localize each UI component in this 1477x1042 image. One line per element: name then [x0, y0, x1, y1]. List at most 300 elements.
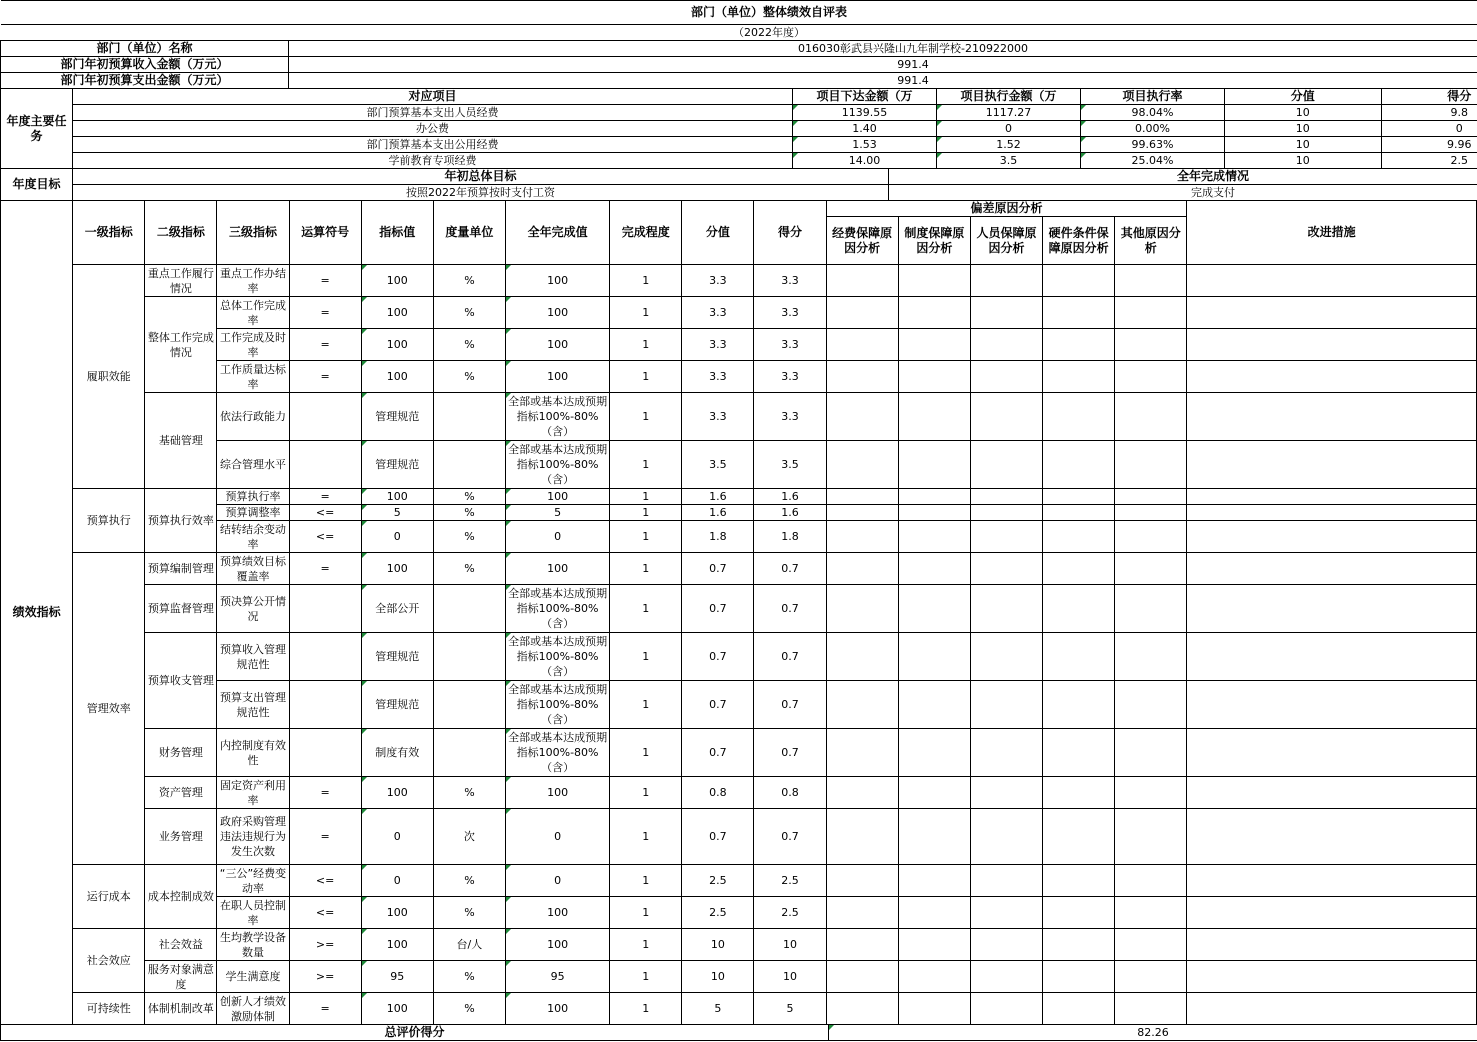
deviation-cell[interactable] — [1115, 329, 1187, 361]
deviation-cell[interactable] — [970, 297, 1042, 329]
indicator-target: 100 — [361, 265, 433, 297]
deviation-cell[interactable] — [898, 633, 970, 681]
ind-header-actual: 全年完成值 — [505, 201, 609, 265]
deviation-cell[interactable] — [1043, 585, 1115, 633]
deviation-cell[interactable] — [898, 993, 970, 1025]
indicator-row — [1, 929, 1477, 961]
task-project: 学前教育专项经费 — [73, 153, 793, 169]
deviation-cell[interactable] — [970, 961, 1042, 993]
indicator-actual: 100 — [505, 929, 609, 961]
deviation-cell[interactable] — [970, 393, 1042, 441]
indicator-target: 管理规范 — [361, 393, 433, 441]
deviation-cell[interactable] — [898, 393, 970, 441]
indicator-value: 3.3 — [682, 393, 754, 441]
indicator-degree: 1 — [610, 393, 682, 441]
ind-header-level2: 二级指标 — [145, 201, 217, 265]
tasks-header-value: 分值 — [1225, 89, 1382, 104]
deviation-cell[interactable] — [1115, 585, 1187, 633]
indicator-level3: 依法行政能力 — [217, 393, 289, 441]
indicator-degree: 1 — [610, 441, 682, 489]
improve-cell[interactable] — [1187, 553, 1477, 585]
indicator-row — [1, 961, 1477, 993]
deviation-cell[interactable] — [1115, 265, 1187, 297]
task-score-split — [1225, 105, 1477, 121]
ind-header-dev-hardware: 硬件条件保障原因分析 — [1043, 217, 1115, 265]
improve-cell[interactable] — [1187, 865, 1477, 897]
deviation-cell[interactable] — [970, 505, 1042, 521]
indicator-unit: 次 — [433, 809, 505, 865]
indicator-level3: 结转结余变动率 — [217, 521, 289, 553]
indicator-value: 3.3 — [682, 361, 754, 393]
indicator-degree: 1 — [610, 929, 682, 961]
deviation-cell[interactable] — [970, 585, 1042, 633]
indicator-operator — [289, 681, 361, 729]
indicator-actual: 全部或基本达成预期指标100%-80%（含） — [505, 393, 609, 441]
indicator-operator: <= — [289, 505, 361, 521]
deviation-cell[interactable] — [1115, 993, 1187, 1025]
indicator-target: 管理规范 — [361, 681, 433, 729]
indicator-actual: 100 — [505, 361, 609, 393]
deviation-cell[interactable] — [970, 633, 1042, 681]
indicator-score: 0.7 — [754, 633, 826, 681]
deviation-cell[interactable] — [898, 265, 970, 297]
indicator-row — [1, 897, 1477, 929]
indicator-value: 1.8 — [682, 521, 754, 553]
indicator-level2: 业务管理 — [145, 809, 217, 865]
indicator-actual: 全部或基本达成预期指标100%-80%（含） — [505, 681, 609, 729]
indicator-degree: 1 — [610, 329, 682, 361]
indicator-degree: 1 — [610, 633, 682, 681]
deviation-cell[interactable] — [970, 993, 1042, 1025]
indicator-level2: 预算编制管理 — [145, 553, 217, 585]
deviation-cell[interactable] — [826, 897, 898, 929]
deviation-cell[interactable] — [898, 521, 970, 553]
task-rate: 99.63% — [1081, 137, 1225, 153]
improve-cell[interactable] — [1187, 521, 1477, 553]
deviation-cell[interactable] — [1043, 329, 1115, 361]
indicator-degree: 1 — [610, 489, 682, 505]
indicator-level3: 预算收入管理规范性 — [217, 633, 289, 681]
improve-cell[interactable] — [1187, 361, 1477, 393]
indicator-unit: % — [433, 361, 505, 393]
total-table — [0, 1024, 1477, 1041]
indicator-degree: 1 — [610, 961, 682, 993]
indicator-score: 3.3 — [754, 361, 826, 393]
indicator-operator: <= — [289, 897, 361, 929]
improve-cell[interactable] — [1187, 681, 1477, 729]
ind-header-dev-staff: 人员保障原因分析 — [970, 217, 1042, 265]
deviation-cell[interactable] — [1043, 297, 1115, 329]
indicator-actual: 100 — [505, 297, 609, 329]
indicator-operator: = — [289, 553, 361, 585]
indicator-actual: 0 — [505, 809, 609, 865]
task-score-split — [1225, 121, 1477, 137]
deviation-cell[interactable] — [1115, 777, 1187, 809]
indicator-value: 3.3 — [682, 329, 754, 361]
deviation-cell[interactable] — [898, 929, 970, 961]
deviation-cell[interactable] — [1115, 361, 1187, 393]
total-label: 总评价得分 — [1, 1025, 829, 1041]
deviation-cell[interactable] — [1043, 865, 1115, 897]
indicator-degree: 1 — [610, 521, 682, 553]
task-executed: 0 — [937, 121, 1081, 137]
indicator-row — [1, 393, 1477, 441]
deviation-cell[interactable] — [826, 993, 898, 1025]
improve-cell[interactable] — [1187, 441, 1477, 489]
deviation-cell[interactable] — [826, 961, 898, 993]
indicator-operator: = — [289, 777, 361, 809]
task-allocated: 1.53 — [793, 137, 937, 153]
deviation-cell[interactable] — [1043, 961, 1115, 993]
deviation-cell[interactable] — [826, 297, 898, 329]
indicator-target: 100 — [361, 297, 433, 329]
deviation-cell[interactable] — [1043, 265, 1115, 297]
indicator-value: 0.7 — [682, 681, 754, 729]
indicator-level3: 生均教学设备数量 — [217, 929, 289, 961]
goal-completion-header: 全年完成情况 — [889, 169, 1477, 185]
deviation-cell[interactable] — [898, 297, 970, 329]
improve-cell[interactable] — [1187, 265, 1477, 297]
deviation-cell[interactable] — [1115, 681, 1187, 729]
deviation-cell[interactable] — [1115, 929, 1187, 961]
deviation-cell[interactable] — [898, 865, 970, 897]
task-value: 10 — [1225, 105, 1382, 120]
improve-cell[interactable] — [1187, 585, 1477, 633]
deviation-cell[interactable] — [1115, 729, 1187, 777]
indicator-degree: 1 — [610, 505, 682, 521]
improve-cell[interactable] — [1187, 929, 1477, 961]
deviation-cell[interactable] — [1043, 897, 1115, 929]
task-project: 部门预算基本支出公用经费 — [73, 137, 793, 153]
improve-cell[interactable] — [1187, 993, 1477, 1025]
indicator-level3: 学生满意度 — [217, 961, 289, 993]
indicator-degree: 1 — [610, 865, 682, 897]
deviation-cell[interactable] — [970, 865, 1042, 897]
indicator-target: 100 — [361, 553, 433, 585]
indicator-level3: 创新人才绩效激励体制 — [217, 993, 289, 1025]
indicator-actual: 全部或基本达成预期指标100%-80%（含） — [505, 441, 609, 489]
deviation-cell[interactable] — [826, 809, 898, 865]
indicator-value: 10 — [682, 961, 754, 993]
indicator-score: 0.7 — [754, 681, 826, 729]
indicator-level3: 预算调整率 — [217, 505, 289, 521]
deviation-cell[interactable] — [898, 553, 970, 585]
deviation-cell[interactable] — [826, 505, 898, 521]
task-rate: 98.04% — [1081, 105, 1225, 121]
deviation-cell[interactable] — [826, 585, 898, 633]
indicator-level3: 工作质量达标率 — [217, 361, 289, 393]
indicator-level2: 基础管理 — [145, 393, 217, 489]
deviation-cell[interactable] — [826, 553, 898, 585]
deviation-cell[interactable] — [826, 521, 898, 553]
indicator-level1: 管理效率 — [73, 553, 145, 865]
indicator-row — [1, 553, 1477, 585]
deviation-cell[interactable] — [826, 489, 898, 505]
deviation-cell[interactable] — [1043, 505, 1115, 521]
indicator-target: 管理规范 — [361, 441, 433, 489]
info-value-unit: 016030彰武县兴隆山九年制学校-210922000 — [289, 41, 1477, 57]
deviation-cell[interactable] — [898, 441, 970, 489]
indicator-operator — [289, 729, 361, 777]
deviation-cell[interactable] — [826, 265, 898, 297]
deviation-cell[interactable] — [1115, 961, 1187, 993]
indicator-target: 5 — [361, 505, 433, 521]
deviation-cell[interactable] — [898, 809, 970, 865]
indicators-table — [0, 200, 1477, 1025]
deviation-cell[interactable] — [970, 265, 1042, 297]
tasks-header-allocated: 项目下达金额（万 — [793, 89, 937, 105]
task-rate: 0.00% — [1081, 121, 1225, 137]
indicator-operator: <= — [289, 521, 361, 553]
indicator-row — [1, 865, 1477, 897]
deviation-cell[interactable] — [1115, 897, 1187, 929]
indicator-value: 0.7 — [682, 729, 754, 777]
ind-header-operator: 运算符号 — [289, 201, 361, 265]
deviation-cell[interactable] — [898, 897, 970, 929]
improve-cell[interactable] — [1187, 297, 1477, 329]
indicator-score: 2.5 — [754, 897, 826, 929]
indicator-score: 0.7 — [754, 553, 826, 585]
indicator-actual: 全部或基本达成预期指标100%-80%（含） — [505, 729, 609, 777]
deviation-cell[interactable] — [970, 897, 1042, 929]
indicator-unit: % — [433, 521, 505, 553]
ind-header-level1: 一级指标 — [73, 201, 145, 265]
deviation-cell[interactable] — [970, 553, 1042, 585]
deviation-cell[interactable] — [970, 729, 1042, 777]
improve-cell[interactable] — [1187, 961, 1477, 993]
task-value: 10 — [1225, 153, 1382, 168]
indicator-operator — [289, 585, 361, 633]
deviation-cell[interactable] — [970, 929, 1042, 961]
indicator-unit: % — [433, 265, 505, 297]
indicator-level1: 预算执行 — [73, 489, 145, 553]
indicator-target: 全部公开 — [361, 585, 433, 633]
deviation-cell[interactable] — [970, 521, 1042, 553]
ind-header-dev-other: 其他原因分析 — [1115, 217, 1187, 265]
indicator-score: 3.3 — [754, 297, 826, 329]
indicator-actual: 100 — [505, 265, 609, 297]
task-row — [1, 121, 1477, 137]
indicator-operator: = — [289, 361, 361, 393]
deviation-cell[interactable] — [826, 929, 898, 961]
performance-table — [0, 0, 1477, 201]
improve-cell[interactable] — [1187, 809, 1477, 865]
deviation-cell[interactable] — [826, 865, 898, 897]
task-executed: 1.52 — [937, 137, 1081, 153]
indicator-level2: 财务管理 — [145, 729, 217, 777]
indicator-target: 0 — [361, 809, 433, 865]
indicator-target: 制度有效 — [361, 729, 433, 777]
indicator-row — [1, 729, 1477, 777]
ind-header-level3: 三级指标 — [217, 201, 289, 265]
indicator-value: 1.6 — [682, 489, 754, 505]
deviation-cell[interactable] — [1115, 553, 1187, 585]
indicator-row — [1, 777, 1477, 809]
indicator-actual: 0 — [505, 521, 609, 553]
deviation-cell[interactable] — [898, 329, 970, 361]
indicator-score: 5 — [754, 993, 826, 1025]
indicator-actual: 5 — [505, 505, 609, 521]
indicator-unit: % — [433, 297, 505, 329]
indicator-level3: 内控制度有效性 — [217, 729, 289, 777]
deviation-cell[interactable] — [898, 505, 970, 521]
indicator-row — [1, 265, 1477, 297]
deviation-cell[interactable] — [826, 633, 898, 681]
deviation-cell[interactable] — [1115, 441, 1187, 489]
indicator-degree: 1 — [610, 897, 682, 929]
total-value: 82.26 — [829, 1025, 1477, 1041]
indicator-row — [1, 993, 1477, 1025]
indicator-row — [1, 505, 1477, 521]
indicator-unit — [433, 585, 505, 633]
deviation-cell[interactable] — [970, 329, 1042, 361]
indicator-score: 2.5 — [754, 865, 826, 897]
deviation-cell[interactable] — [898, 585, 970, 633]
indicator-value: 0.7 — [682, 633, 754, 681]
deviation-cell[interactable] — [1043, 393, 1115, 441]
deviation-cell[interactable] — [1043, 633, 1115, 681]
deviation-cell[interactable] — [1115, 297, 1187, 329]
deviation-cell[interactable] — [898, 729, 970, 777]
improve-cell[interactable] — [1187, 393, 1477, 441]
indicator-degree: 1 — [610, 681, 682, 729]
indicator-operator — [289, 633, 361, 681]
task-value: 10 — [1225, 121, 1382, 136]
ind-header-dev-funding: 经费保障原因分析 — [826, 217, 898, 265]
deviation-cell[interactable] — [1115, 521, 1187, 553]
indicator-level3: 在职人员控制率 — [217, 897, 289, 929]
deviation-cell[interactable] — [970, 361, 1042, 393]
indicator-target: 管理规范 — [361, 633, 433, 681]
improve-cell[interactable] — [1187, 729, 1477, 777]
tasks-header-project: 对应项目 — [73, 89, 793, 105]
goal-initial-value: 按照2022年预算按时支付工资 — [73, 185, 889, 201]
ind-header-unit: 度量单位 — [433, 201, 505, 265]
deviation-cell[interactable] — [1115, 505, 1187, 521]
indicator-level2: 预算执行效率 — [145, 489, 217, 553]
indicator-operator: = — [289, 993, 361, 1025]
indicator-level3: 预算执行率 — [217, 489, 289, 505]
deviation-cell[interactable] — [826, 681, 898, 729]
indicator-degree: 1 — [610, 777, 682, 809]
deviation-cell[interactable] — [826, 777, 898, 809]
improve-cell[interactable] — [1187, 489, 1477, 505]
indicator-target: 100 — [361, 777, 433, 809]
indicator-actual: 100 — [505, 993, 609, 1025]
deviation-cell[interactable] — [1115, 865, 1187, 897]
indicator-unit: % — [433, 961, 505, 993]
indicator-degree: 1 — [610, 265, 682, 297]
deviation-cell[interactable] — [1043, 489, 1115, 505]
deviation-cell[interactable] — [1115, 489, 1187, 505]
indicator-value: 3.3 — [682, 265, 754, 297]
deviation-cell[interactable] — [826, 441, 898, 489]
indicator-level2: 预算收支管理 — [145, 633, 217, 729]
task-score-split — [1225, 153, 1477, 169]
deviation-cell[interactable] — [970, 809, 1042, 865]
deviation-cell[interactable] — [1043, 361, 1115, 393]
indicator-level2: 重点工作履行情况 — [145, 265, 217, 297]
indicator-value: 0.7 — [682, 585, 754, 633]
improve-cell[interactable] — [1187, 505, 1477, 521]
ind-header-target: 指标值 — [361, 201, 433, 265]
ind-header-improve: 改进措施 — [1187, 201, 1477, 265]
improve-cell[interactable] — [1187, 777, 1477, 809]
improve-cell[interactable] — [1187, 329, 1477, 361]
indicator-score: 3.3 — [754, 265, 826, 297]
indicator-actual: 100 — [505, 329, 609, 361]
deviation-cell[interactable] — [898, 961, 970, 993]
indicator-operator: = — [289, 265, 361, 297]
task-row — [1, 137, 1477, 153]
indicator-degree: 1 — [610, 297, 682, 329]
indicator-value: 3.5 — [682, 441, 754, 489]
deviation-cell[interactable] — [1115, 393, 1187, 441]
deviation-cell[interactable] — [970, 441, 1042, 489]
deviation-cell[interactable] — [898, 777, 970, 809]
indicator-value: 2.5 — [682, 897, 754, 929]
deviation-cell[interactable] — [826, 361, 898, 393]
indicator-operator: >= — [289, 929, 361, 961]
tasks-header-executed: 项目执行金额（万 — [937, 89, 1081, 105]
indicator-unit — [433, 441, 505, 489]
indicator-degree: 1 — [610, 729, 682, 777]
deviation-cell[interactable] — [1043, 777, 1115, 809]
deviation-cell[interactable] — [970, 777, 1042, 809]
deviation-cell[interactable] — [970, 489, 1042, 505]
indicator-unit: % — [433, 329, 505, 361]
indicator-row — [1, 489, 1477, 505]
indicator-score: 1.8 — [754, 521, 826, 553]
deviation-cell[interactable] — [1043, 729, 1115, 777]
deviation-cell[interactable] — [898, 361, 970, 393]
deviation-cell[interactable] — [898, 681, 970, 729]
deviation-cell[interactable] — [1043, 681, 1115, 729]
indicator-unit — [433, 633, 505, 681]
deviation-cell[interactable] — [1115, 809, 1187, 865]
deviation-cell[interactable] — [826, 393, 898, 441]
indicator-target: 100 — [361, 929, 433, 961]
deviation-cell[interactable] — [1043, 521, 1115, 553]
deviation-cell[interactable] — [1043, 553, 1115, 585]
indicator-operator — [289, 393, 361, 441]
indicator-row — [1, 361, 1477, 393]
deviation-cell[interactable] — [970, 681, 1042, 729]
indicator-row — [1, 681, 1477, 729]
deviation-cell[interactable] — [826, 329, 898, 361]
task-score: 9.96 — [1447, 138, 1472, 151]
improve-cell[interactable] — [1187, 633, 1477, 681]
deviation-cell[interactable] — [826, 729, 898, 777]
improve-cell[interactable] — [1187, 897, 1477, 929]
indicator-level3: 政府采购管理违法违规行为发生次数 — [217, 809, 289, 865]
deviation-cell[interactable] — [898, 489, 970, 505]
task-allocated: 14.00 — [793, 153, 937, 169]
indicator-value: 2.5 — [682, 865, 754, 897]
task-value: 10 — [1225, 137, 1382, 152]
deviation-cell[interactable] — [1043, 809, 1115, 865]
deviation-cell[interactable] — [1115, 633, 1187, 681]
indicator-target: 0 — [361, 521, 433, 553]
deviation-cell[interactable] — [1043, 441, 1115, 489]
indicator-target: 100 — [361, 993, 433, 1025]
deviation-cell[interactable] — [1043, 993, 1115, 1025]
indicator-operator: = — [289, 329, 361, 361]
task-score: 0 — [1455, 122, 1463, 135]
ind-header-score: 得分 — [754, 201, 826, 265]
deviation-cell[interactable] — [1043, 929, 1115, 961]
info-label-unit: 部门（单位）名称 — [1, 41, 289, 57]
